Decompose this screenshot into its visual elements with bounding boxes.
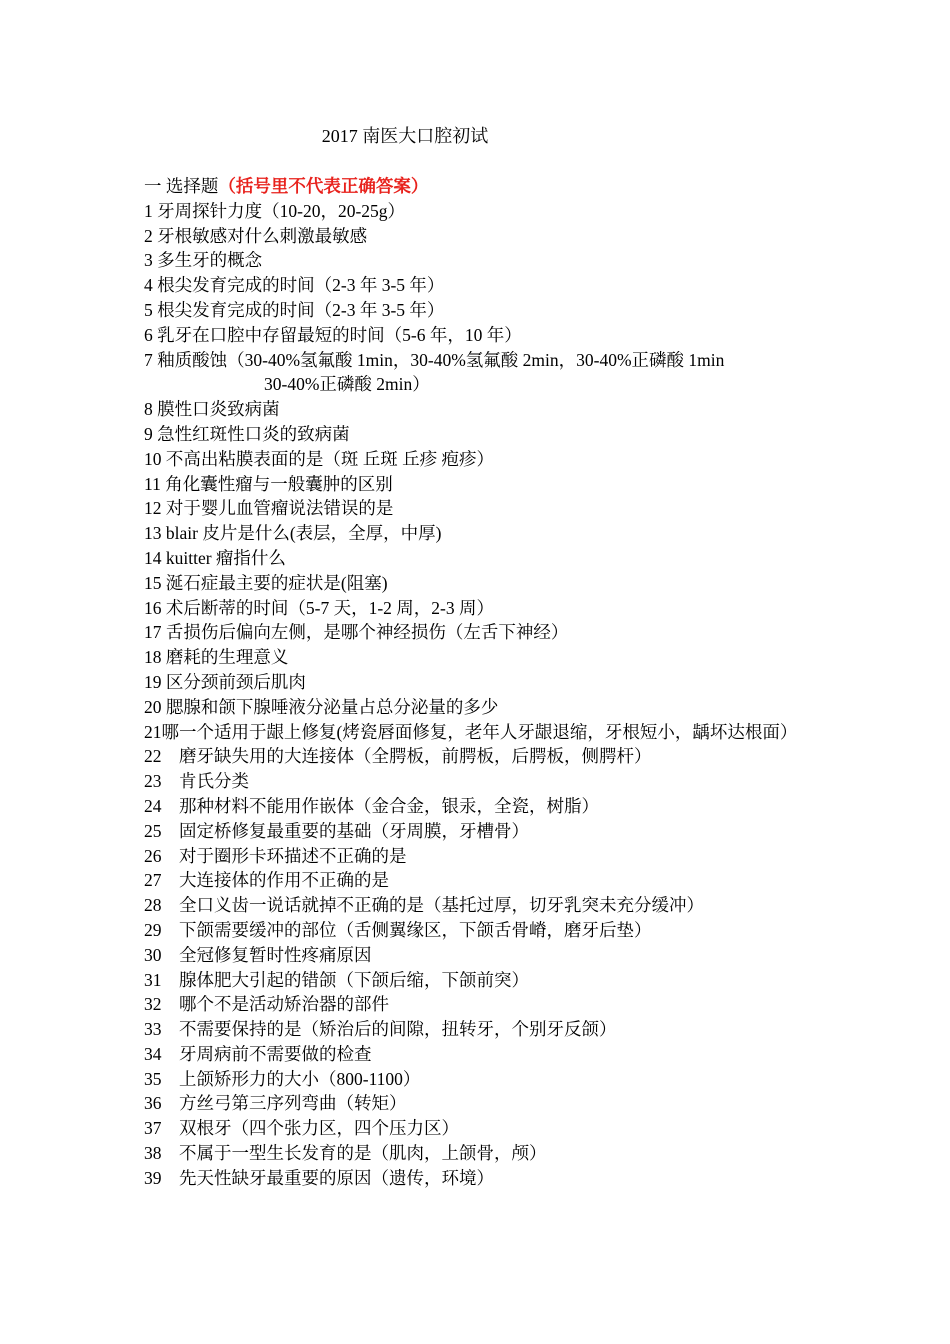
list-item: 22 磨牙缺失用的大连接体（全腭板，前腭板，后腭板，侧腭杆） <box>144 746 652 767</box>
list-item: 3 多生牙的概念 <box>144 250 263 271</box>
list-item: 7 釉质酸蚀（30-40%氢氟酸 1min，30-40%氢氟酸 2min，30-40%正磷酸 1min <box>144 349 725 370</box>
list-item: 12 对于婴儿血管瘤说法错误的是 <box>144 498 394 519</box>
list-item: 29 下颌需要缓冲的部位（舌侧翼缘区，下颌舌骨嵴，磨牙后垫） <box>144 919 652 940</box>
section-label: 一 选择题 <box>144 176 219 196</box>
list-item: 37 双根牙（四个张力区，四个压力区） <box>144 1118 459 1139</box>
list-item: 15 涎石症最主要的症状是(阻塞) <box>144 572 388 593</box>
list-item: 23 肯氏分类 <box>144 771 249 792</box>
list-item: 39 先天性缺牙最重要的原因（遗传，环境） <box>144 1167 494 1188</box>
list-item: 4 根尖发育完成的时间（2-3 年 3-5 年） <box>144 275 445 296</box>
question-list <box>144 174 812 1191</box>
list-item: 25 固定桥修复最重要的基础（牙周膜，牙槽骨） <box>144 820 529 841</box>
list-item: 8 膜性口炎致病菌 <box>144 399 280 420</box>
list-item: 13 blair 皮片是什么(表层，全厚，中厚) <box>144 523 442 544</box>
list-item: 5 根尖发育完成的时间（2-3 年 3-5 年） <box>144 299 445 320</box>
list-item: 16 术后断蒂的时间（5-7 天，1-2 周，2-3 周） <box>144 597 494 618</box>
list-item: 36 方丝弓第三序列弯曲（转矩） <box>144 1093 407 1114</box>
list-item: 27 大连接体的作用不正确的是 <box>144 870 389 891</box>
list-item: 6 乳牙在口腔中存留最短的时间（5-6 年，10 年） <box>144 324 522 345</box>
list-item: 9 急性红斑性口炎的致病菌 <box>144 423 350 444</box>
list-item: 2 牙根敏感对什么刺激最敏感 <box>144 225 368 246</box>
page-title: 2017 南医大口腔初试 <box>321 126 489 146</box>
section-heading <box>144 174 812 199</box>
list-item: 1 牙周探针力度（10-20，20-25g） <box>144 200 406 221</box>
list-item: 28 全口义齿一说话就掉不正确的是（基托过厚，切牙乳突未充分缓冲） <box>144 895 704 916</box>
list-item: 31 腺体肥大引起的错颌（下颌后缩，下颌前突） <box>144 969 529 990</box>
list-item: 18 磨耗的生理意义 <box>144 647 289 668</box>
list-item: 17 舌损伤后偏向左侧，是哪个神经损伤（左舌下神经） <box>144 622 569 643</box>
list-item: 21哪一个适用于龈上修复(烤瓷唇面修复，老年人牙龈退缩，牙根短小，龋坏达根面） <box>144 721 798 742</box>
list-item: 33 不需要保持的是（矫治后的间隙，扭转牙，个别牙反颌） <box>144 1019 617 1040</box>
list-item: 38 不属于一型生长发育的是（肌肉，上颌骨，颅） <box>144 1143 547 1164</box>
list-item: 35 上颌矫形力的大小（800-1100） <box>144 1068 421 1089</box>
list-item: 14 kuitter 瘤指什么 <box>144 547 286 568</box>
list-item: 11 角化囊性瘤与一般囊肿的区别 <box>144 473 393 494</box>
list-item: 10 不高出粘膜表面的是（斑 丘斑 丘疹 疱疹） <box>144 448 494 469</box>
list-item: 30 全冠修复暂时性疼痛原因 <box>144 944 372 965</box>
list-item-continuation: 30-40%正磷酸 2min） <box>264 374 430 395</box>
list-item: 20 腮腺和颌下腺唾液分泌量占总分泌量的多少 <box>144 696 499 717</box>
list-item: 34 牙周病前不需要做的检查 <box>144 1043 372 1064</box>
list-item: 32 哪个不是活动矫治器的部件 <box>144 994 389 1015</box>
section-note: （括号里不代表正确答案） <box>218 176 429 196</box>
list-item: 24 那种材料不能用作嵌体（金合金，银汞，全瓷，树脂） <box>144 795 599 816</box>
list-item: 19 区分颈前颈后肌肉 <box>144 671 306 692</box>
list-item: 26 对于圈形卡环描述不正确的是 <box>144 845 407 866</box>
